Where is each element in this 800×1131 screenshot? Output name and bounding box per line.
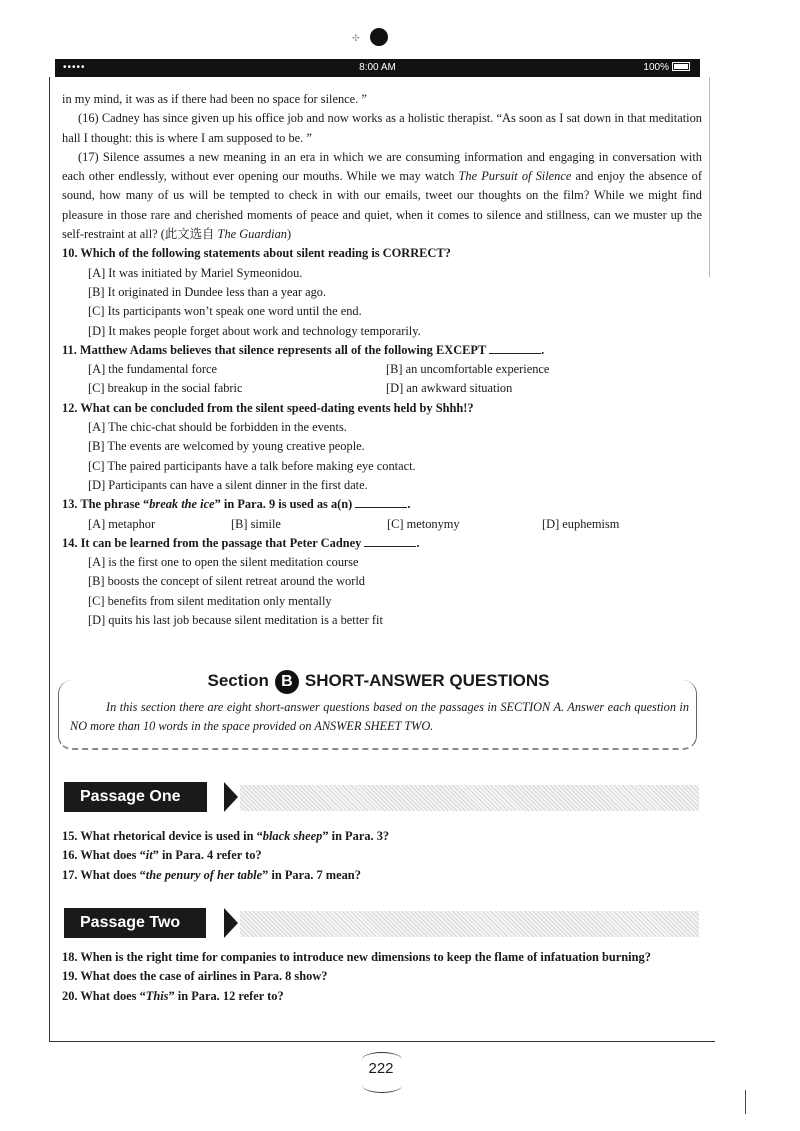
page-frame-left [49, 77, 50, 1042]
answer-blank [364, 535, 416, 547]
clock: 8:00 AM [359, 62, 396, 73]
texture-band [240, 911, 699, 937]
question-14: 14. It can be learned from the passage that Peter Cadney . [62, 535, 420, 550]
paragraph-16: (16) Cadney has since given up his office job and now works as a holistic therapist. “As soon as I sat down in that meditation hall I thought: this is where I am supposed to be. ” [62, 111, 702, 145]
option[interactable]: [D] euphemism [542, 516, 620, 531]
section-b-box [58, 670, 699, 750]
passage-two-label: Passage Two [64, 908, 206, 938]
question-13: 13. The phrase “break the ice” in Para. 9 is used as a(n) . [62, 497, 411, 512]
passage-content [62, 90, 702, 630]
option[interactable]: [B] an uncomfortable experience [386, 362, 550, 377]
option[interactable]: [B] boosts the concept of silent retreat around the world [88, 574, 365, 589]
passage-two-questions [62, 948, 702, 1006]
answer-blank [355, 496, 407, 508]
option-row [62, 379, 702, 398]
option[interactable]: [B] The events are welcomed by young creative people. [88, 439, 365, 454]
option[interactable]: [C] metonymy [387, 516, 460, 531]
page-frame-right [709, 77, 710, 277]
texture-band [240, 785, 699, 811]
scan-speck: ✣ [352, 34, 360, 44]
passage-two-header [64, 908, 699, 938]
section-letter-badge: B [275, 670, 299, 694]
status-bar [55, 59, 700, 77]
question-15: 15. What rhetorical device is used in “black sheep” in Para. 3? [62, 829, 390, 843]
question-17: 17. What does “the penury of her table” in Para. 7 mean? [62, 867, 361, 882]
camera-dot [370, 28, 388, 46]
option[interactable]: [D] an awkward situation [386, 381, 513, 396]
option[interactable]: [C] Its participants won’t speak one word until the end. [88, 304, 362, 319]
battery-indicator [643, 62, 690, 73]
answer-blank [489, 342, 541, 354]
question-18: 18. When is the right time for companies to introduce new dimensions to keep the flame of infatuation burning? [62, 950, 651, 964]
film-title: The Pursuit of Silence [458, 169, 572, 184]
page-number-ornament [362, 1078, 402, 1093]
question-11: 11. Matthew Adams believes that silence represents all of the following EXCEPT . [62, 342, 545, 357]
option[interactable]: [A] is the first one to open the silent meditation course [88, 555, 359, 570]
option[interactable]: [D] Participants can have a silent dinner in the first date. [88, 477, 368, 492]
option-row [62, 515, 702, 534]
option[interactable]: [A] the fundamental force [88, 362, 218, 377]
option[interactable]: [C] breakup in the social fabric [88, 381, 243, 396]
question-10: 10. Which of the following statements about silent reading is CORRECT? [62, 246, 451, 261]
signal-indicator: ••••• [63, 62, 86, 73]
question-16: 16. What does “it” in Para. 4 refer to? [62, 848, 262, 863]
option[interactable]: [A] It was initiated by Mariel Symeonidou. [88, 265, 303, 280]
question-19: 19. What does the case of airlines in Para. 8 show? [62, 969, 328, 984]
question-20: 20. What does “This” in Para. 12 refer to? [62, 988, 284, 1003]
passage-one-label: Passage One [64, 782, 207, 812]
option[interactable]: [B] It originated in Dundee less than a year ago. [88, 284, 327, 299]
option-row [62, 360, 702, 379]
option[interactable]: [C] The paired participants have a talk before making eye contact. [88, 458, 416, 473]
margin-mark [745, 1090, 746, 1114]
page-number: 222 [368, 1060, 394, 1077]
passage-one-header [64, 782, 699, 812]
page-frame-bottom [49, 1041, 715, 1042]
option[interactable]: [A] The chic-chat should be forbidden in the events. [88, 420, 347, 435]
battery-percent: 100% [643, 62, 669, 73]
paragraph-17: (17) Silence assumes a new meaning in an era in which we are consuming information and engaging in conversation with each other endlessly, without ever opening our mouths. While we may watch The Pursuit of Silence and enjoy the absence of sound, how many of us will be tempted to check in with our emails, tweet our thoughts on the film? While we might find pleasure in those rare and cherished moments of peace and quiet, when it comes to silence and stillness, can we muster up the self-restraint at all? (此文选自 The Guardian) [62, 149, 703, 242]
option[interactable]: [C] benefits from silent meditation only mentally [88, 593, 332, 608]
battery-icon [672, 62, 690, 71]
passage-one-questions [62, 827, 702, 885]
question-12: 12. What can be concluded from the silent speed-dating events held by Shhh!? [62, 400, 474, 415]
option[interactable]: [A] metaphor [88, 516, 156, 531]
option[interactable]: [B] simile [231, 516, 281, 531]
option[interactable]: [D] quits his last job because silent meditation is a better fit [88, 613, 383, 628]
passage-line: in my mind, it was as if there had been no space for silence. ” [62, 92, 367, 106]
source-note: (此文选自 The Guardian) [160, 227, 292, 242]
section-b-title: Section B SHORT-ANSWER QUESTIONS [58, 670, 699, 694]
arrow-icon [224, 782, 238, 812]
section-b-instructions: In this section there are eight short-answer questions based on the passages in SECTION A. Answer each question in NO more than 10 words in the space provided on ANSWER SHEET TWO. [70, 700, 689, 733]
arrow-icon [224, 908, 238, 938]
option[interactable]: [D] It makes people forget about work and technology temporarily. [88, 323, 421, 338]
